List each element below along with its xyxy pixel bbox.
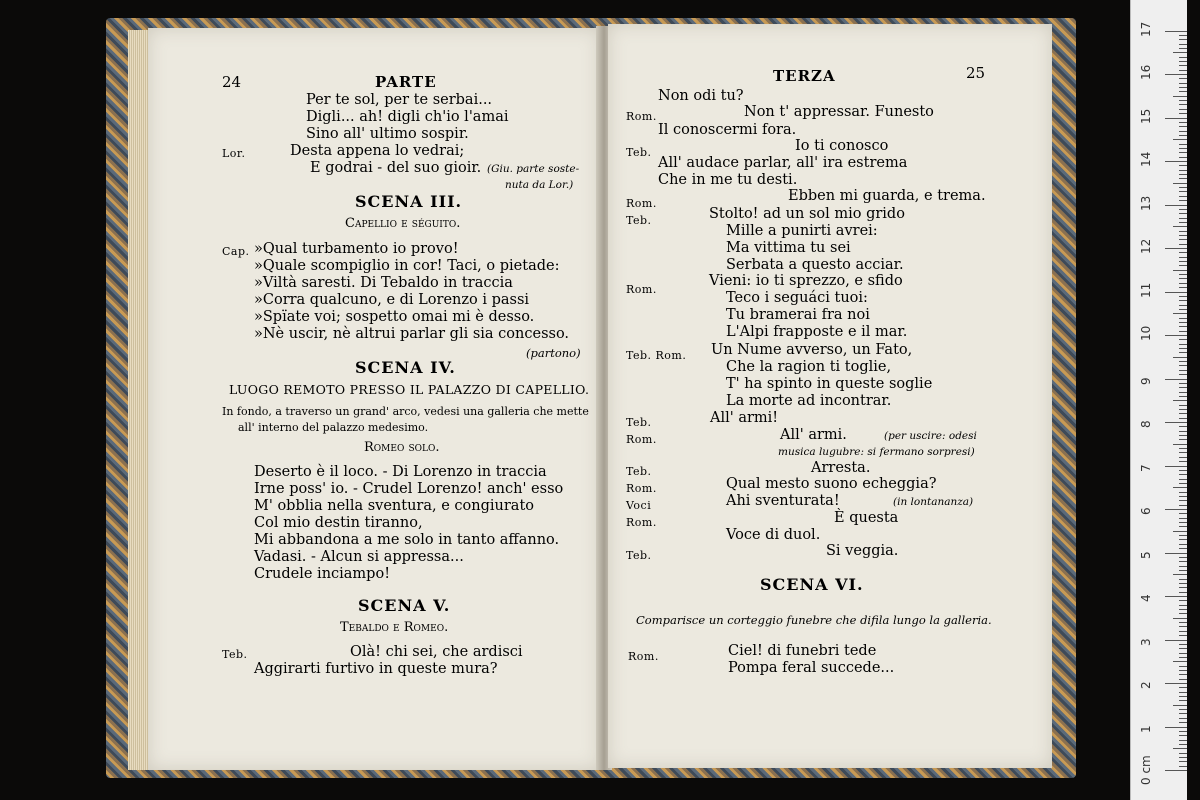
ruler-tick bbox=[1165, 292, 1187, 293]
ruler-tick bbox=[1179, 213, 1187, 214]
ruler-tick bbox=[1179, 200, 1187, 201]
ruler-tick bbox=[1165, 727, 1187, 728]
speaker-label: Teb. bbox=[626, 146, 652, 159]
verse-line: Sino all' ultimo sospir. bbox=[306, 126, 469, 142]
verse-line: M' obblia nella sventura, e congiurato bbox=[254, 498, 534, 514]
ruler-tick bbox=[1179, 178, 1187, 179]
ruler-tick bbox=[1179, 687, 1187, 688]
ruler-tick bbox=[1179, 65, 1187, 66]
stage-direction: (partono) bbox=[526, 346, 581, 360]
ruler-tick bbox=[1179, 592, 1187, 593]
ruler-tick bbox=[1179, 61, 1187, 62]
ruler-number: 11 bbox=[1139, 282, 1153, 298]
ruler-tick bbox=[1179, 70, 1187, 71]
verse-line: Qual mesto suono echeggia? bbox=[726, 476, 937, 492]
ruler-number: 9 bbox=[1139, 376, 1153, 385]
ruler-tick bbox=[1179, 731, 1187, 732]
ruler-tick bbox=[1165, 379, 1187, 380]
ruler-tick bbox=[1179, 252, 1187, 253]
ruler-tick bbox=[1179, 318, 1187, 319]
verse-line: Non odi tu? bbox=[658, 88, 744, 104]
verse-line: Ma vittima tu sei bbox=[726, 240, 851, 256]
scene-description: In fondo, a traverso un grand' arco, vedesi una galleria che mette bbox=[222, 405, 589, 418]
ruler-unit-label: 0 cm bbox=[1139, 755, 1153, 785]
ruler-tick bbox=[1165, 553, 1187, 554]
ruler-tick bbox=[1179, 131, 1187, 132]
ruler-tick bbox=[1179, 461, 1187, 462]
speaker-label: Rom. bbox=[626, 516, 657, 529]
ruler-tick bbox=[1179, 587, 1187, 588]
ruler-tick bbox=[1173, 52, 1187, 53]
ruler-tick bbox=[1179, 448, 1187, 449]
ruler-tick bbox=[1165, 335, 1187, 336]
ruler-tick bbox=[1179, 583, 1187, 584]
ruler-tick bbox=[1173, 400, 1187, 401]
page-number: 24 bbox=[222, 73, 242, 91]
speaker-label: Teb. bbox=[222, 648, 248, 661]
ruler-tick bbox=[1173, 705, 1187, 706]
ruler-tick bbox=[1179, 452, 1187, 453]
ruler-tick bbox=[1179, 613, 1187, 614]
verse-line: Desta appena lo vedrai; bbox=[290, 143, 465, 159]
ruler-tick bbox=[1179, 405, 1187, 406]
verse-line: Che in me tu desti. bbox=[658, 172, 798, 188]
ruler-tick bbox=[1179, 274, 1187, 275]
ruler-number: 10 bbox=[1139, 325, 1153, 341]
ruler-tick bbox=[1179, 431, 1187, 432]
verse-line: Mille a punirti avrei: bbox=[726, 223, 878, 239]
ruler-number: 14 bbox=[1139, 151, 1153, 167]
ruler-tick bbox=[1179, 265, 1187, 266]
ruler-tick bbox=[1165, 770, 1187, 771]
ruler-tick bbox=[1179, 566, 1187, 567]
ruler-tick bbox=[1179, 674, 1187, 675]
scene-location: LUOGO REMOTO PRESSO IL PALAZZO DI CAPELLIO. bbox=[229, 382, 590, 397]
verse-line: Vieni: io ti sprezzo, e sfido bbox=[709, 273, 903, 289]
ruler-tick bbox=[1179, 622, 1187, 623]
ruler-tick bbox=[1179, 700, 1187, 701]
verse-line: »Quale scompiglio in cor! Taci, o pietade: bbox=[254, 258, 560, 274]
verse-line: La morte ad incontrar. bbox=[726, 393, 892, 409]
speaker-label: Rom. bbox=[626, 110, 657, 123]
ruler-tick bbox=[1165, 248, 1187, 249]
ruler-tick bbox=[1179, 126, 1187, 127]
verse-line: Pompa feral succede... bbox=[728, 660, 895, 676]
verse-line: »Viltà saresti. Di Tebaldo in traccia bbox=[254, 275, 513, 291]
ruler-tick bbox=[1179, 222, 1187, 223]
ruler-tick bbox=[1179, 331, 1187, 332]
ruler-tick bbox=[1179, 479, 1187, 480]
ruler-tick bbox=[1179, 218, 1187, 219]
ruler-tick bbox=[1179, 278, 1187, 279]
ruler-tick bbox=[1179, 44, 1187, 45]
ruler-tick bbox=[1179, 48, 1187, 49]
ruler-number: 15 bbox=[1139, 108, 1153, 124]
ruler-tick bbox=[1173, 270, 1187, 271]
ruler-tick bbox=[1179, 648, 1187, 649]
speaker-label: Teb. bbox=[626, 416, 652, 429]
ruler-tick bbox=[1179, 653, 1187, 654]
ruler-tick bbox=[1179, 544, 1187, 545]
scene-description: Comparisce un corteggio funebre che difila lungo la galleria. bbox=[636, 613, 992, 627]
ruler-tick bbox=[1179, 457, 1187, 458]
ruler-tick bbox=[1179, 570, 1187, 571]
ruler-tick bbox=[1165, 31, 1187, 32]
ruler-tick bbox=[1179, 766, 1187, 767]
scene-title: SCENA VI. bbox=[760, 575, 864, 594]
ruler-tick bbox=[1179, 152, 1187, 153]
ruler-tick bbox=[1179, 696, 1187, 697]
ruler-number: 7 bbox=[1139, 463, 1153, 472]
ruler-tick bbox=[1173, 357, 1187, 358]
ruler-tick bbox=[1179, 644, 1187, 645]
ruler-tick bbox=[1179, 535, 1187, 536]
ruler-tick bbox=[1179, 135, 1187, 136]
verse-line: Io ti conosco bbox=[795, 138, 889, 154]
ruler-tick bbox=[1179, 35, 1187, 36]
ruler-tick bbox=[1179, 300, 1187, 301]
ruler-tick bbox=[1179, 692, 1187, 693]
ruler-tick bbox=[1173, 487, 1187, 488]
verse-line: Un Nume avverso, un Fato, bbox=[711, 342, 913, 358]
ruler-tick bbox=[1179, 344, 1187, 345]
verse-line: All' armi. bbox=[780, 427, 847, 443]
ruler-tick bbox=[1179, 605, 1187, 606]
ruler-tick bbox=[1179, 635, 1187, 636]
ruler-number: 8 bbox=[1139, 420, 1153, 428]
verse-line: Voce di duol. bbox=[726, 527, 821, 543]
ruler-tick bbox=[1179, 418, 1187, 419]
verse-line: Serbata a questo acciar. bbox=[726, 257, 904, 273]
ruler-tick bbox=[1179, 352, 1187, 353]
ruler-tick bbox=[1179, 735, 1187, 736]
ruler-tick bbox=[1165, 509, 1187, 510]
ruler-tick bbox=[1179, 470, 1187, 471]
ruler-tick bbox=[1179, 387, 1187, 388]
ruler-number: 4 bbox=[1139, 594, 1153, 602]
ruler-tick bbox=[1173, 96, 1187, 97]
ruler-tick bbox=[1173, 139, 1187, 140]
stage-direction: musica lugubre: si fermano sorpresi) bbox=[778, 446, 975, 458]
verse-line: Vadasi. - Alcun si appressa... bbox=[254, 549, 464, 565]
ruler-tick bbox=[1165, 596, 1187, 597]
ruler-tick bbox=[1179, 326, 1187, 327]
ruler-tick bbox=[1179, 57, 1187, 58]
ruler-tick bbox=[1179, 296, 1187, 297]
ruler-tick bbox=[1179, 492, 1187, 493]
verse-line: All' armi! bbox=[710, 410, 779, 426]
verse-line: Deserto è il loco. - Di Lorenzo in traccia bbox=[254, 464, 547, 480]
ruler-tick bbox=[1179, 383, 1187, 384]
verse-line: All' audace parlar, all' ira estrema bbox=[658, 155, 908, 171]
verse-line: Stolto! ad un sol mio grido bbox=[709, 206, 905, 222]
ruler-tick bbox=[1179, 539, 1187, 540]
ruler-tick bbox=[1179, 196, 1187, 197]
ruler-tick bbox=[1179, 165, 1187, 166]
scene-description: all' interno del palazzo medesimo. bbox=[238, 421, 429, 434]
ruler-tick bbox=[1179, 561, 1187, 562]
ruler-tick bbox=[1179, 474, 1187, 475]
verse-line: È questa bbox=[834, 510, 899, 526]
ruler-tick bbox=[1179, 709, 1187, 710]
ruler-number: 6 bbox=[1139, 507, 1153, 515]
ruler-tick bbox=[1179, 83, 1187, 84]
scene-title: SCENA IV. bbox=[355, 358, 456, 377]
ruler-tick bbox=[1179, 104, 1187, 105]
verse-line: Ciel! di funebri tede bbox=[728, 643, 877, 659]
ruler-tick bbox=[1165, 683, 1187, 684]
speaker-label: Rom. bbox=[628, 650, 659, 663]
ruler-tick bbox=[1179, 322, 1187, 323]
speaker-label: Rom. bbox=[626, 283, 657, 296]
ruler-tick bbox=[1173, 531, 1187, 532]
ruler-tick bbox=[1179, 174, 1187, 175]
page-edges bbox=[128, 30, 150, 770]
ruler-tick bbox=[1179, 374, 1187, 375]
ruler-tick bbox=[1179, 235, 1187, 236]
ruler-tick bbox=[1179, 722, 1187, 723]
verse-line: T' ha spinto in queste soglie bbox=[726, 376, 933, 392]
ruler-tick bbox=[1179, 78, 1187, 79]
ruler-tick bbox=[1179, 670, 1187, 671]
stage-direction: nuta da Lor.) bbox=[505, 179, 574, 191]
ruler-number: 5 bbox=[1139, 550, 1153, 559]
speaker-label: Teb. bbox=[626, 549, 652, 562]
verse-line: Digli... ah! digli ch'io l'amai bbox=[306, 109, 509, 125]
ruler-tick bbox=[1165, 118, 1187, 119]
ruler-tick bbox=[1179, 426, 1187, 427]
running-head: PARTE bbox=[375, 73, 437, 91]
scene-title: SCENA III. bbox=[355, 192, 463, 211]
ruler-tick bbox=[1179, 657, 1187, 658]
scene-title: SCENA V. bbox=[358, 596, 451, 615]
ruler-tick bbox=[1179, 483, 1187, 484]
ruler-tick bbox=[1179, 526, 1187, 527]
verse-line: Per te sol, per te serbai... bbox=[306, 92, 493, 108]
verse-line: »Nè uscir, nè altrui parlar gli sia concesso. bbox=[254, 326, 570, 342]
ruler-tick bbox=[1165, 74, 1187, 75]
speaker-label: Teb. bbox=[626, 214, 652, 227]
verse-line: L'Alpi frapposte e il mar. bbox=[726, 324, 908, 340]
ruler-tick bbox=[1165, 161, 1187, 162]
verse-line: Che la ragion ti toglie, bbox=[726, 359, 892, 375]
verse-line: Olà! chi sei, che ardisci bbox=[350, 644, 523, 660]
ruler-tick bbox=[1173, 748, 1187, 749]
ruler-tick bbox=[1179, 100, 1187, 101]
ruler-tick bbox=[1179, 91, 1187, 92]
ruler-tick bbox=[1173, 313, 1187, 314]
ruler-tick bbox=[1179, 413, 1187, 414]
ruler-tick bbox=[1173, 574, 1187, 575]
speaker-label: Teb. Rom. bbox=[626, 349, 687, 362]
ruler-tick bbox=[1179, 239, 1187, 240]
running-head: TERZA bbox=[773, 67, 836, 85]
ruler-tick bbox=[1179, 87, 1187, 88]
stage-direction: (per uscire: odesi bbox=[884, 430, 977, 442]
ruler-tick bbox=[1165, 466, 1187, 467]
ruler-tick bbox=[1179, 513, 1187, 514]
stage-direction: (Giu. parte soste- bbox=[487, 163, 580, 175]
ruler-tick bbox=[1179, 309, 1187, 310]
ruler-tick bbox=[1173, 661, 1187, 662]
scene-characters: Romeo solo. bbox=[364, 440, 440, 455]
ruler-tick bbox=[1179, 157, 1187, 158]
ruler-tick bbox=[1179, 740, 1187, 741]
ruler-tick bbox=[1179, 753, 1187, 754]
speaker-label: Rom. bbox=[626, 482, 657, 495]
ruler-tick bbox=[1165, 640, 1187, 641]
ruler-tick bbox=[1179, 496, 1187, 497]
ruler-tick bbox=[1179, 122, 1187, 123]
ruler-tick bbox=[1173, 183, 1187, 184]
ruler-tick bbox=[1179, 370, 1187, 371]
ruler-tick bbox=[1179, 287, 1187, 288]
verse-line: Aggirarti furtivo in queste mura? bbox=[254, 661, 498, 677]
ruler-tick bbox=[1179, 626, 1187, 627]
ruler-tick bbox=[1173, 618, 1187, 619]
ruler-tick bbox=[1179, 548, 1187, 549]
ruler-tick bbox=[1179, 744, 1187, 745]
ruler-tick bbox=[1179, 600, 1187, 601]
ruler-tick bbox=[1179, 361, 1187, 362]
ruler-tick bbox=[1179, 439, 1187, 440]
verse-line: E godrai - del suo gioir. bbox=[310, 160, 482, 176]
ruler-tick bbox=[1179, 113, 1187, 114]
ruler-tick bbox=[1179, 518, 1187, 519]
ruler-number: 2 bbox=[1139, 681, 1153, 689]
verse-line: Col mio destin tiranno, bbox=[254, 515, 423, 531]
measuring-ruler bbox=[1130, 0, 1187, 800]
verse-line: Tu bramerai fra noi bbox=[726, 307, 870, 323]
speaker-label: Lor. bbox=[222, 147, 246, 160]
ruler-tick bbox=[1179, 522, 1187, 523]
verse-line: Mi abbandona a me solo in tanto affanno. bbox=[254, 532, 560, 548]
ruler-number: 1 bbox=[1139, 724, 1153, 733]
ruler-tick bbox=[1179, 505, 1187, 506]
verse-line: Si veggia. bbox=[826, 543, 899, 559]
ruler-tick bbox=[1179, 365, 1187, 366]
stage-direction: (in lontananza) bbox=[893, 496, 974, 508]
ruler-number: 13 bbox=[1139, 195, 1153, 211]
ruler-tick bbox=[1179, 409, 1187, 410]
ruler-tick bbox=[1179, 757, 1187, 758]
ruler-number: 17 bbox=[1139, 21, 1153, 37]
ruler-tick bbox=[1173, 444, 1187, 445]
ruler-tick bbox=[1179, 631, 1187, 632]
ruler-tick bbox=[1179, 579, 1187, 580]
ruler-tick bbox=[1179, 435, 1187, 436]
ruler-tick bbox=[1179, 144, 1187, 145]
verse-line: Arresta. bbox=[811, 460, 871, 476]
ruler-tick bbox=[1179, 231, 1187, 232]
ruler-tick bbox=[1179, 713, 1187, 714]
ruler-tick bbox=[1179, 761, 1187, 762]
ruler-tick bbox=[1179, 209, 1187, 210]
scene-characters: Capellio e séguito. bbox=[345, 216, 461, 231]
ruler-tick bbox=[1165, 205, 1187, 206]
ruler-tick bbox=[1179, 500, 1187, 501]
speaker-label: Rom. bbox=[626, 197, 657, 210]
ruler-tick bbox=[1179, 39, 1187, 40]
ruler-tick bbox=[1179, 170, 1187, 171]
verse-line: Ahi sventurata! bbox=[726, 493, 840, 509]
ruler-tick bbox=[1179, 339, 1187, 340]
ruler-number: 16 bbox=[1139, 64, 1153, 80]
ruler-tick bbox=[1179, 396, 1187, 397]
ruler-tick bbox=[1179, 283, 1187, 284]
ruler-tick bbox=[1179, 109, 1187, 110]
ruler-tick bbox=[1179, 244, 1187, 245]
verse-line: Crudele inciampo! bbox=[254, 566, 391, 582]
ruler-tick bbox=[1179, 148, 1187, 149]
ruler-tick bbox=[1179, 679, 1187, 680]
ruler-tick bbox=[1179, 718, 1187, 719]
verse-line: Irne poss' io. - Crudel Lorenzo! anch' esso bbox=[254, 481, 564, 497]
verse-line: »Corra qualcuno, e di Lorenzo i passi bbox=[254, 292, 530, 308]
ruler-tick bbox=[1179, 609, 1187, 610]
ruler-tick bbox=[1179, 392, 1187, 393]
ruler-number: 12 bbox=[1139, 238, 1153, 254]
ruler-tick bbox=[1165, 422, 1187, 423]
verse-line: Ebben mi guarda, e trema. bbox=[788, 188, 986, 204]
verse-line: »Spïate voi; sospetto omai mi è desso. bbox=[254, 309, 535, 325]
scene-characters: Tebaldo e Romeo. bbox=[340, 620, 449, 635]
ruler-tick bbox=[1179, 257, 1187, 258]
ruler-tick bbox=[1179, 261, 1187, 262]
verse-line: Teco i seguáci tuoi: bbox=[726, 290, 868, 306]
page-number: 25 bbox=[966, 64, 986, 82]
ruler-number: 3 bbox=[1139, 637, 1153, 646]
ruler-tick bbox=[1179, 557, 1187, 558]
verse-line: »Qual turbamento io provo! bbox=[254, 241, 459, 257]
verse-line: Non t' appressar. Funesto bbox=[744, 104, 934, 120]
speaker-label: Rom. bbox=[626, 433, 657, 446]
speaker-label: Voci bbox=[626, 499, 652, 512]
ruler-tick bbox=[1179, 187, 1187, 188]
speaker-label: Teb. bbox=[626, 465, 652, 478]
ruler-tick bbox=[1179, 666, 1187, 667]
speaker-label: Cap. bbox=[222, 245, 250, 258]
ruler-tick bbox=[1179, 348, 1187, 349]
verse-line: Il conoscermi fora. bbox=[658, 122, 797, 138]
ruler-tick bbox=[1179, 305, 1187, 306]
ruler-tick bbox=[1173, 226, 1187, 227]
ruler-tick bbox=[1179, 191, 1187, 192]
